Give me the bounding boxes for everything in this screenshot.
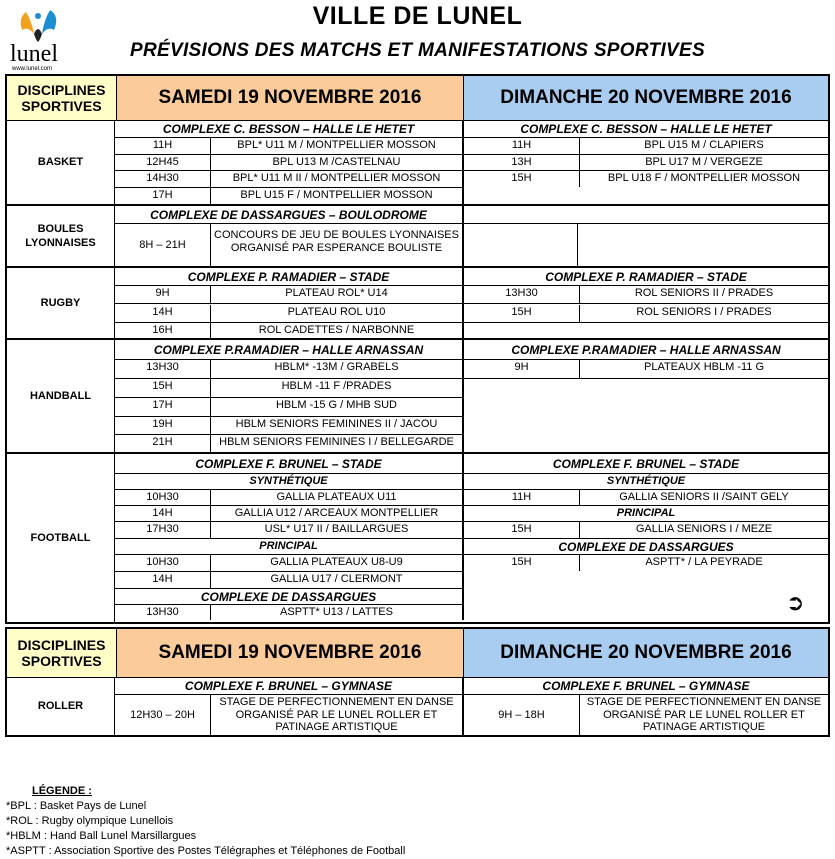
venue-title: COMPLEXE F. BRUNEL – STADE: [552, 457, 740, 471]
event-row: 9H PLATEAUX HBLM -11 G: [464, 360, 828, 378]
event-row: 11H BPL* U11 M / MONTPELLIER MOSSON: [115, 138, 462, 154]
venue-title: COMPLEXE F. BRUNEL – GYMNASE: [184, 679, 393, 693]
discipline-label: BASKET: [7, 120, 115, 204]
event-row: 14H PLATEAU ROL U10: [115, 305, 462, 322]
venue-title: COMPLEXE C. BESSON – HALLE LE HETET: [162, 122, 415, 136]
event-row: 14H30 BPL* U11 M II / MONTPELLIER MOSSON: [115, 171, 462, 187]
event-row: 16H ROL CADETTES / NARBONNE: [115, 323, 462, 338]
section-handball: [7, 340, 828, 454]
page-title: VILLE DE LUNEL: [312, 2, 523, 30]
legend: [6, 784, 405, 859]
sunday-header: DIMANCHE 20 NOVEMBRE 2016: [464, 629, 828, 677]
section-rugby: [7, 268, 828, 340]
section-football: [7, 454, 828, 622]
event-row: 17H30 USL* U17 II / BAILLARGUES: [115, 522, 462, 538]
legend-item: *BPL : Basket Pays de Lunel: [6, 800, 147, 812]
legend-item: *HBLM : Hand Ball Lunel Marsillargues: [6, 830, 197, 842]
event-row: 12H45 BPL U13 M /CASTELNAU: [115, 155, 462, 170]
disciplines-header: DISCIPLINES SPORTIVES: [7, 76, 117, 120]
event-row: 15H ROL SENIORS I / PRADES: [464, 305, 828, 322]
discipline-label: HANDBALL: [7, 340, 115, 452]
event-row: 10H30 GALLIA PLATEAUX U11: [115, 490, 462, 505]
subvenue-title: COMPLEXE DE DASSARGUES: [200, 590, 377, 604]
event-row: 15H GALLIA SENIORS I / MEZE: [464, 522, 828, 538]
saturday-header: SAMEDI 19 NOVEMBRE 2016: [117, 76, 464, 120]
disciplines-header: DISCIPLINES SPORTIVES: [7, 629, 117, 677]
discipline-label: BOULES LYONNAISES: [7, 206, 115, 266]
event-row: 14H GALLIA U17 / CLERMONT: [115, 572, 462, 588]
venue-title: COMPLEXE C. BESSON – HALLE LE HETET: [520, 122, 772, 136]
event-row: 11H GALLIA SENIORS II /SAINT GELY: [464, 490, 828, 505]
subvenue-title: PRINCIPAL: [259, 540, 318, 552]
event-row: 19H HBLM SENIORS FEMININES II / JACOU: [115, 417, 462, 434]
schedule-table: [5, 74, 830, 624]
event-row: 8H – 21H CONCOURS DE JEU DE BOULES LYONNAISES ORGANISÉ PAR ESPERANCE BOULISTE: [115, 224, 462, 266]
discipline-label: ROLLER: [7, 677, 115, 735]
subvenue-title: SYNTHÉTIQUE: [606, 475, 686, 487]
section-basket: [7, 120, 828, 206]
legend-item: *ASPTT : Association Sportive des Postes Télégraphes et Téléphones de Football: [6, 845, 406, 857]
venue-title: COMPLEXE P. RAMADIER – STADE: [545, 270, 747, 284]
subvenue-title: SYNTHÉTIQUE: [249, 475, 328, 487]
event-row: 9H – 18H STAGE DE PERFECTIONNEMENT EN DANSE ORGANISÉ PAR LE LUNEL ROLLER ET PATINAGE ARTISTIQUE: [464, 695, 828, 735]
event-row: 15H BPL U18 F / MONTPELLIER MOSSON: [464, 171, 828, 187]
venue-title: COMPLEXE DE DASSARGUES – BOULODROME: [150, 208, 427, 222]
legend-title: LÉGENDE :: [32, 785, 92, 797]
logo-url: www.lunel.com: [12, 66, 53, 72]
table-header: [7, 76, 828, 121]
discipline-label: FOOTBALL: [7, 454, 115, 622]
page-subtitle: PRÉVISIONS DES MATCHS ET MANIFESTATIONS SPORTIVES: [130, 40, 705, 61]
subvenue-title: COMPLEXE DE DASSARGUES: [558, 540, 734, 554]
legend-item: *ROL : Rugby olympique Lunellois: [6, 815, 174, 827]
event-row: 13H BPL U17 M / VERGEZE: [464, 155, 828, 170]
venue-title: COMPLEXE P.RAMADIER – HALLE ARNASSAN: [153, 343, 424, 357]
venue-title: COMPLEXE F. BRUNEL – STADE: [195, 457, 382, 471]
logo-wordmark: lunel: [10, 41, 58, 67]
event-row: 21H HBLM SENIORS FEMININES I / BELLEGARDE: [115, 435, 462, 452]
table-header: [7, 629, 828, 678]
section-roller: [7, 677, 828, 735]
discipline-label: RUGBY: [7, 268, 115, 338]
event-row: 14H GALLIA U12 / ARCEAUX MONTPELLIER: [115, 506, 462, 521]
event-row: 11H BPL U15 M / CLAPIERS: [464, 138, 828, 154]
roller-table: [5, 627, 830, 737]
event-row: 13H30 ASPTT* U13 / LATTES: [115, 605, 462, 620]
venue-title: COMPLEXE P. RAMADIER – STADE: [187, 270, 390, 284]
sunday-header: DIMANCHE 20 NOVEMBRE 2016: [464, 76, 828, 120]
event-row: 13H30 ROL SENIORS II / PRADES: [464, 286, 828, 303]
venue-title: COMPLEXE P.RAMADIER – HALLE ARNASSAN: [511, 343, 781, 357]
arrow-icon: ➲: [786, 590, 805, 615]
event-row: 10H30 GALLIA PLATEAUX U8-U9: [115, 555, 462, 571]
event-row: 12H30 – 20H STAGE DE PERFECTIONNEMENT EN DANSE ORGANISÉ PAR LE LUNEL ROLLER ET PATINAGE ARTISTIQUE: [115, 695, 462, 735]
saturday-header: SAMEDI 19 NOVEMBRE 2016: [117, 629, 464, 677]
event-row: 15H ASPTT* / LA PEYRADE: [464, 555, 828, 571]
event-row: 15H HBLM -11 F /PRADES: [115, 379, 462, 397]
subvenue-title: PRINCIPAL: [616, 507, 676, 519]
event-row: 17H HBLM -15 G / MHB SUD: [115, 398, 462, 416]
venue-title: COMPLEXE F. BRUNEL – GYMNASE: [542, 679, 750, 693]
event-row: 13H30 HBLM* -13M / GRABELS: [115, 360, 462, 378]
section-boules: [7, 206, 828, 268]
event-row: 9H PLATEAU ROL* U14: [115, 286, 462, 303]
event-row: 17H BPL U15 F / MONTPELLIER MOSSON: [115, 188, 462, 204]
